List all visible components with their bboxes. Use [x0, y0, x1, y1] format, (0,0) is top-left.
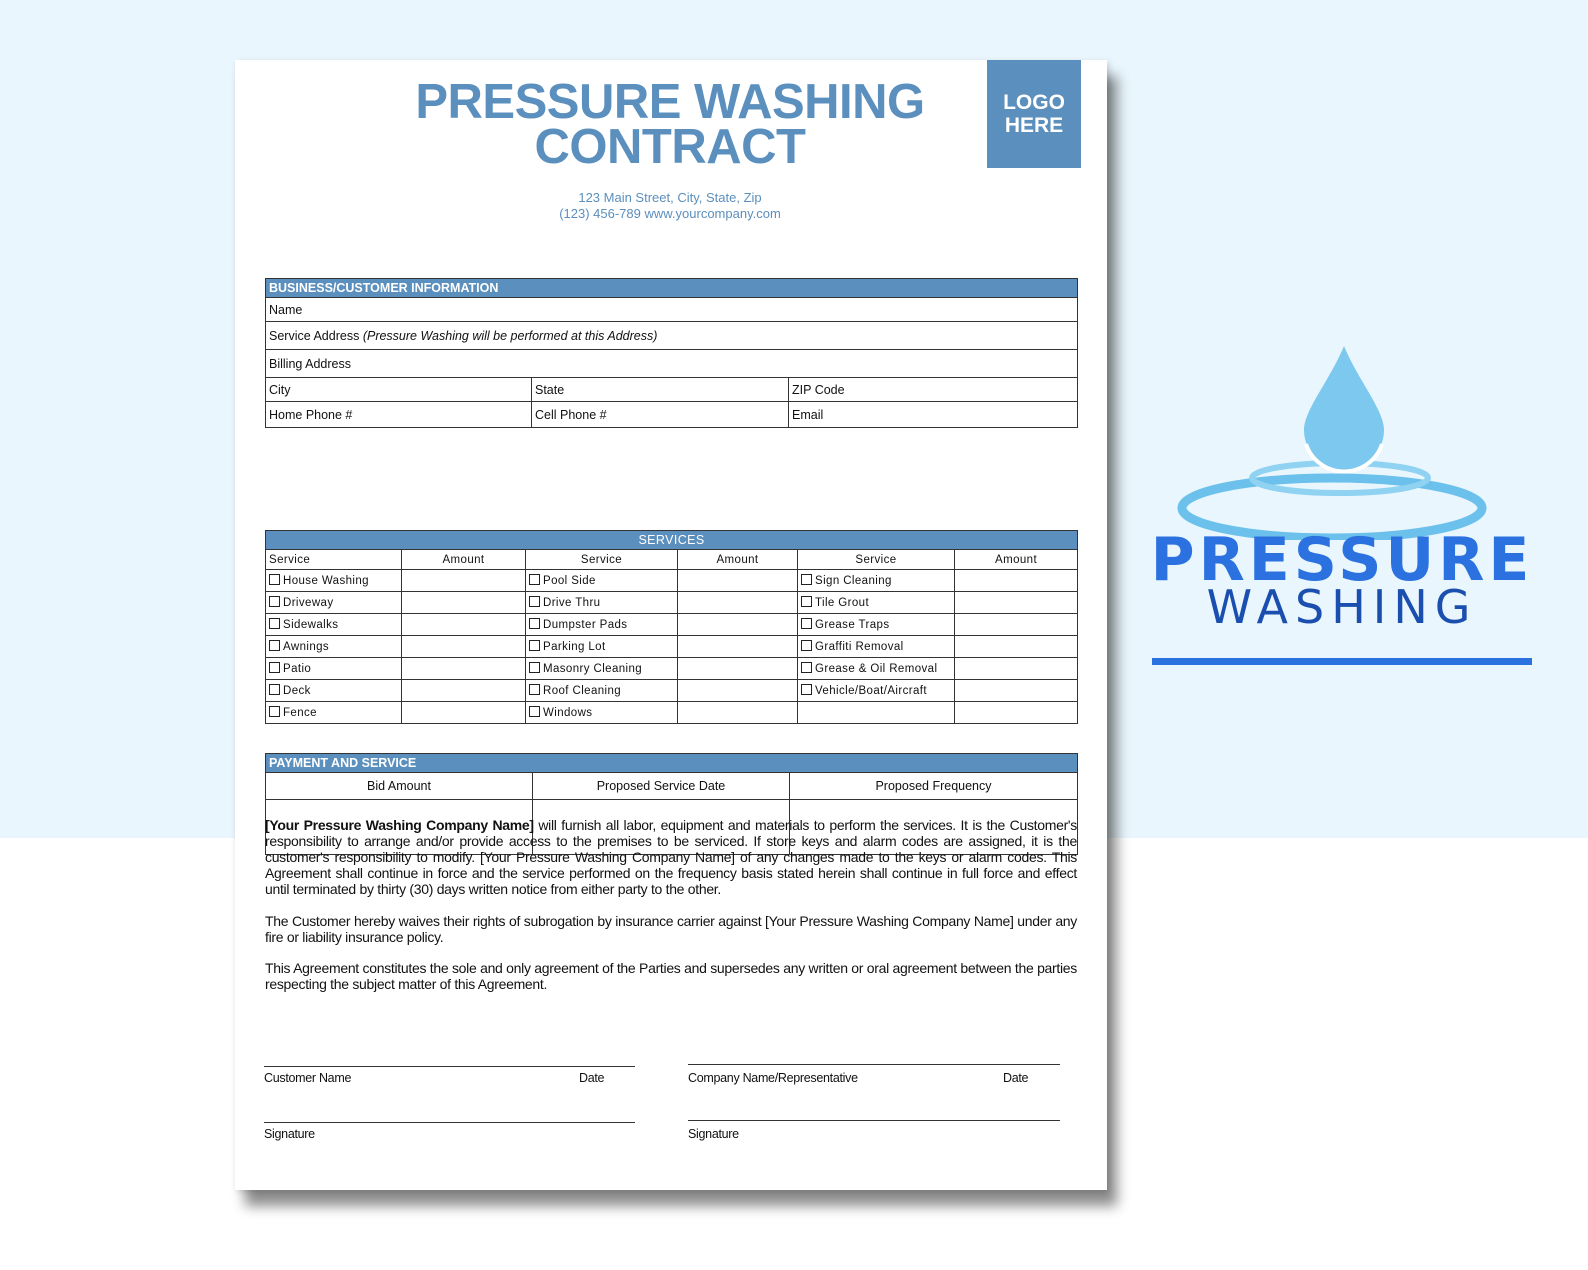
- service-cell: [526, 592, 678, 614]
- service-cell: [798, 702, 955, 724]
- logo-line-1: LOGO: [1003, 91, 1065, 114]
- service-row: [266, 614, 1078, 636]
- col-service-1: Service: [266, 550, 402, 570]
- amount-field[interactable]: [955, 636, 1078, 658]
- brand-logo: [1150, 340, 1534, 680]
- state-label: State: [535, 382, 565, 397]
- amount-field[interactable]: [955, 570, 1078, 592]
- water-drop-ripple-icon: [1150, 340, 1534, 540]
- amount-field[interactable]: [678, 680, 798, 702]
- zip-label: ZIP Code: [792, 382, 845, 397]
- service-label: Patio: [283, 663, 312, 675]
- amount-field[interactable]: [402, 614, 526, 636]
- service-label: Parking Lot: [543, 641, 606, 653]
- company-rep-line[interactable]: [688, 1064, 1060, 1065]
- amount-field[interactable]: [678, 592, 798, 614]
- home-phone-field[interactable]: [266, 402, 532, 428]
- customer-name-line[interactable]: [264, 1066, 635, 1067]
- brand-word-washing: WASHING: [1206, 580, 1478, 634]
- service-row: [266, 702, 1078, 724]
- service-cell: [266, 570, 402, 592]
- service-checkbox[interactable]: [529, 596, 540, 607]
- state-field[interactable]: [532, 378, 789, 402]
- home-phone-label: Home Phone #: [269, 407, 353, 422]
- amount-field[interactable]: [402, 570, 526, 592]
- service-label: Sign Cleaning: [815, 575, 892, 587]
- service-label: Roof Cleaning: [543, 685, 622, 697]
- service-checkbox[interactable]: [801, 684, 812, 695]
- company-contact: [345, 190, 995, 222]
- terms-paragraph-2: The Customer hereby waives their rights of subrogation by insurance carrier against [Your Pressure Washing Company Name] under any fire or liability insurance policy.: [265, 913, 1077, 945]
- service-cell: [526, 680, 678, 702]
- city-field[interactable]: [266, 378, 532, 402]
- company-address: 123 Main Street, City, State, Zip: [578, 190, 762, 205]
- cell-phone-label: Cell Phone #: [535, 407, 607, 422]
- service-label: House Washing: [283, 575, 369, 587]
- amount-field[interactable]: [678, 658, 798, 680]
- service-row: [266, 658, 1078, 680]
- service-checkbox[interactable]: [529, 618, 540, 629]
- customer-date-label: Date: [579, 1071, 605, 1085]
- service-row: [266, 680, 1078, 702]
- brand-word-pressure: PRESSURE: [1150, 525, 1534, 595]
- services-table: [265, 530, 1078, 724]
- service-label: Tile Grout: [815, 597, 870, 609]
- service-cell: [798, 636, 955, 658]
- proposed-date-label: Proposed Service Date: [533, 773, 790, 800]
- bid-amount-label: Bid Amount: [266, 773, 533, 800]
- customer-name-label: Customer Name: [264, 1071, 352, 1085]
- amount-field[interactable]: [955, 658, 1078, 680]
- payment-heading: PAYMENT AND SERVICE: [266, 754, 1078, 773]
- city-label: City: [269, 382, 291, 397]
- service-checkbox[interactable]: [529, 640, 540, 651]
- service-checkbox[interactable]: [529, 684, 540, 695]
- logo-placeholder: [987, 60, 1081, 168]
- service-cell: [266, 658, 402, 680]
- service-address-field[interactable]: [266, 322, 1078, 350]
- service-checkbox[interactable]: [269, 684, 280, 695]
- amount-field[interactable]: [678, 570, 798, 592]
- billing-address-label: Billing Address: [269, 356, 351, 371]
- service-checkbox[interactable]: [801, 618, 812, 629]
- proposed-frequency-label: Proposed Frequency: [790, 773, 1078, 800]
- email-label: Email: [792, 407, 824, 422]
- service-label: Sidewalks: [283, 619, 339, 631]
- brand-underline: [1152, 658, 1532, 665]
- service-cell: [526, 636, 678, 658]
- customer-info-table: [265, 278, 1078, 428]
- amount-field[interactable]: [402, 680, 526, 702]
- service-label: Driveway: [283, 597, 334, 609]
- logo-line-2: HERE: [1004, 114, 1064, 137]
- service-row: [266, 570, 1078, 592]
- service-row: [266, 636, 1078, 658]
- amount-field[interactable]: [402, 658, 526, 680]
- service-label: Drive Thru: [543, 597, 601, 609]
- service-checkbox[interactable]: [269, 596, 280, 607]
- contract-document: [235, 60, 1107, 1190]
- service-address-label: Service Address: [269, 328, 360, 343]
- service-label: Grease Traps: [815, 619, 890, 631]
- name-label: Name: [269, 302, 303, 317]
- service-label: Deck: [283, 685, 311, 697]
- col-service-2: Service: [526, 550, 678, 570]
- company-phone-website: (123) 456-789 www.yourcompany.com: [559, 206, 781, 221]
- zip-field[interactable]: [789, 378, 1078, 402]
- name-field[interactable]: [266, 298, 1078, 322]
- amount-field[interactable]: [955, 702, 1078, 724]
- services-heading: SERVICES: [266, 531, 1078, 550]
- amount-field[interactable]: [955, 680, 1078, 702]
- terms-paragraph-1: [265, 817, 1077, 897]
- customer-signature-line[interactable]: [264, 1122, 635, 1123]
- service-cell: [798, 570, 955, 592]
- service-cell: [526, 658, 678, 680]
- service-cell: [798, 680, 955, 702]
- service-label: Fence: [283, 707, 317, 719]
- amount-field[interactable]: [402, 636, 526, 658]
- service-checkbox[interactable]: [529, 706, 540, 717]
- company-date-label: Date: [1003, 1071, 1029, 1085]
- service-label: Masonry Cleaning: [543, 663, 643, 675]
- service-checkbox[interactable]: [801, 640, 812, 651]
- service-label: Pool Side: [543, 575, 596, 587]
- col-amount-1: Amount: [402, 550, 526, 570]
- amount-field[interactable]: [678, 614, 798, 636]
- title-line-2: CONTRACT: [534, 120, 806, 174]
- service-checkbox[interactable]: [529, 574, 540, 585]
- email-field[interactable]: [789, 402, 1078, 428]
- company-signature-line[interactable]: [688, 1120, 1060, 1121]
- service-checkbox[interactable]: [269, 662, 280, 673]
- service-checkbox[interactable]: [269, 706, 280, 717]
- cell-phone-field[interactable]: [532, 402, 789, 428]
- service-cell: [526, 702, 678, 724]
- service-label: Awnings: [283, 641, 330, 653]
- title-line-1: PRESSURE WASHING: [415, 75, 925, 129]
- document-title: [345, 75, 995, 174]
- service-label: Dumpster Pads: [543, 619, 628, 631]
- service-checkbox[interactable]: [269, 574, 280, 585]
- service-label: Grease & Oil Removal: [815, 663, 938, 675]
- service-cell: [266, 636, 402, 658]
- company-signature-label: Signature: [688, 1127, 739, 1141]
- amount-field[interactable]: [402, 592, 526, 614]
- company-rep-label: Company Name/Representative: [688, 1071, 858, 1085]
- service-address-note: (Pressure Washing will be performed at this Address): [362, 328, 658, 343]
- service-cell: [798, 614, 955, 636]
- terms-paragraph-1-text: will furnish all labor, equipment and materials to perform the services. It is the Customer's responsibility to arrange and/or provide access to the premises to be serviced. If store keys and alarm codes are assigned, it is the customer's responsibility to modify. [Your Pressure Washing Company Name] of any changes made to the keys or alarm codes. This Agreement shall continue in force and the service performed on the frequency basis stated herein shall continue in full force and effect until terminated by thirty (30) days written notice from either party to the other.: [265, 817, 1077, 897]
- service-cell: [526, 570, 678, 592]
- service-checkbox[interactable]: [801, 574, 812, 585]
- col-service-3: Service: [798, 550, 955, 570]
- amount-field[interactable]: [678, 636, 798, 658]
- service-checkbox[interactable]: [529, 662, 540, 673]
- service-cell: [266, 614, 402, 636]
- service-checkbox[interactable]: [801, 662, 812, 673]
- service-cell: [266, 702, 402, 724]
- col-amount-2: Amount: [678, 550, 798, 570]
- service-checkbox[interactable]: [269, 640, 280, 651]
- billing-address-field[interactable]: [266, 350, 1078, 378]
- amount-field[interactable]: [955, 592, 1078, 614]
- company-name-placeholder: [Your Pressure Washing Company Name]: [265, 817, 534, 833]
- customer-info-heading: BUSINESS/CUSTOMER INFORMATION: [266, 279, 1078, 298]
- service-cell: [266, 592, 402, 614]
- amount-field[interactable]: [955, 614, 1078, 636]
- service-cell: [798, 592, 955, 614]
- service-cell: [798, 658, 955, 680]
- terms-paragraph-3: This Agreement constitutes the sole and only agreement of the Parties and supersedes any written or oral agreement between the parties respecting the subject matter of this Agreement.: [265, 960, 1077, 992]
- service-cell: [526, 614, 678, 636]
- service-label: Windows: [543, 707, 593, 719]
- service-row: [266, 592, 1078, 614]
- amount-field[interactable]: [678, 702, 798, 724]
- col-amount-3: Amount: [955, 550, 1078, 570]
- service-checkbox[interactable]: [269, 618, 280, 629]
- customer-signature-label: Signature: [264, 1127, 315, 1141]
- service-checkbox[interactable]: [801, 596, 812, 607]
- service-cell: [266, 680, 402, 702]
- amount-field[interactable]: [402, 702, 526, 724]
- service-label: Graffiti Removal: [815, 641, 904, 653]
- service-label: Vehicle/Boat/Aircraft: [815, 685, 927, 697]
